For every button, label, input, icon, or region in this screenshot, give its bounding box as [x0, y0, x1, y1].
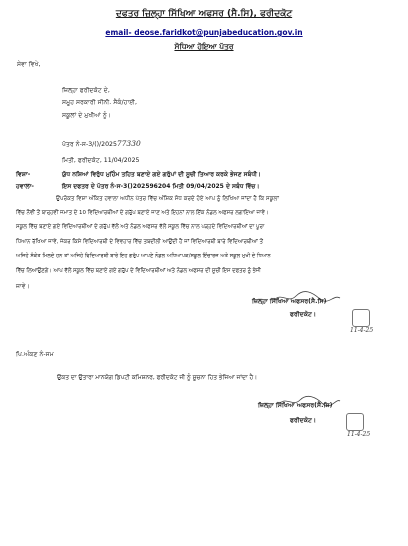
body-line: ਧਿਆਨ ਰੱਖਿਆ ਜਾਵੇ, ਜੇਕਰ ਕਿਸੇ ਵਿਦਿਆਰਥੀ ਦੇ ਵਿਵਹਾਰ ਵਿੱਚ ਤਬਦੀਲੀ ਆਉਂਦੀ ਹੈ ਜਾਂ ਵਿਦਿਆਰਥੀ ਬਾਰੇ ਵਿਦਿਆਰਥੀਆਂ ਤੋਂ: [16, 239, 263, 245]
endorsement-text: ਉਕਤ ਦਾ ਉਤਾਰਾ ਮਾਨਯੋਗ ਡਿਪਟੀ ਕਮਿਸ਼ਨਰ, ਫਰੀਦਕੋਟ ਜੀ ਨੂੰ ਸੂਚਨਾ ਹਿਤ ਭੇਜਿਆ ਜਾਂਦਾ ਹੈ।: [57, 375, 258, 381]
body-line: ਵਿੱਚ ਨੌਵੀਂ ਤੋਂ ਬਾਰ੍ਹਵੀਂ ਜਮਾਤ ਦੇ 10 ਵਿਦਿਆਰਥੀਆਂ ਦੇ ਗਰੁੱਪ ਬਣਾਏ ਜਾਣ ਅਤੇ ਇਹਨਾਂ ਨਾਲ ਇੱਕ ਨੋਡਲ ਅਫਸਰ ਲਗਾਇਆ ਜਾਵੇ।: [16, 210, 269, 216]
signature2-handwritten-date: 11-4-25: [347, 431, 371, 438]
subject-label: ਵਿਸ਼ਾ-: [16, 171, 31, 178]
signature2-title: ਜ਼ਿਲ੍ਹਾ ਸਿੱਖਿਆ ਅਫਸਰ(ਸੈ.ਸਿ): [258, 402, 333, 409]
reference-label: ਹਵਾਲਾ-: [16, 183, 34, 190]
signature1-initial-mark: [352, 309, 370, 327]
reference-text: ਇਸ ਦਫਤਰ ਦੇ ਪੱਤਰ ਨੰ-ਸ-3()202596204 ਮਿਤੀ 09/04/2025 ਦੇ ਸਬੰਧ ਵਿੱਚ।: [62, 183, 260, 190]
body-line: ਸਕੂਲ ਵਿੱਚ ਬਣਾਏ ਗਏ ਵਿਦਿਆਰਥੀਆਂ ਦੇ ਗਰੁੱਪ ਵੱਲੋਂ ਅਤੇ ਨੋਡਲ ਅਫਸਰ ਵੱਲੋਂ ਸਕੂਲ ਵਿੱਚ ਨਾਲ ਪੜ੍ਹਦੇ ਵਿਦਿਆਰਥੀਆਂ ਦਾ ਪੂਰਾ: [16, 224, 265, 230]
signature1-title: ਜ਼ਿਲ੍ਹਾ ਸਿੱਖਿਆ ਅਫਸਰ(ਸੈ.ਸਿ): [252, 298, 327, 305]
signature2-initial-mark: [346, 413, 364, 431]
body-line: ਉਪਰੋਕਤ ਵਿਸ਼ਾ ਅੰਕਿਤ ਹਵਾਲਾ ਅਧੀਨ ਪੱਤਰ ਵਿੱਚ ਅੰਸ਼ਿਕ ਸੋਧ ਕਰਦੇ ਹੋਏ ਆਪ ਨੂੰ ਲਿਖਿਆ ਜਾਂਦਾ ਹੈ ਕਿ ਸਕੂਲਾਂ: [56, 196, 279, 202]
signature1-place: ਫਰੀਦਕੋਟ।: [290, 311, 317, 318]
endorsement-number: ਪਿ.ਅੰਕਣ ਨੰ-ਸਮ: [16, 351, 54, 358]
office-title: ਦਫਤਰ ਜ਼ਿਲ੍ਹਾ ਸਿੱਖਿਆ ਅਫਸਰ (ਸੈ.ਸਿ), ਫਰੀਦਕੋਟ: [115, 9, 293, 19]
subject-text: ਯੁੱਧ ਨਸ਼ਿਆਂ ਵਿਰੁੱਧ ਮੁਹਿੰਮ ਤਹਿਤ ਬਣਾਏ ਗਏ ਗਰੁੱਪਾਂ ਦੀ ਸੂਚੀ ਤਿਆਰ ਕਰਕੇ ਭੇਜਣ ਸਬੰਧੀ।: [62, 171, 261, 178]
addressee-line-3: ਸਕੂਲਾਂ ਦੇ ਮੁਖੀਆਂ ਨੂੰ।: [62, 112, 112, 119]
letter-number-handwritten: 77330: [116, 139, 141, 148]
letter-heading: ਸੋਧਿਆ ਹੋਇਆ ਪੱਤਰ: [174, 42, 234, 51]
body-line: ਜਾਵੇ।: [16, 283, 30, 290]
letter-date: ਮਿਤੀ, ਫਰੀਦਕੋਟ, 11/04/2025: [62, 157, 140, 164]
salutation-from: ਸੇਵਾ ਵਿਖੇ,: [17, 61, 41, 68]
office-email[interactable]: email- deose.faridkot@punjabeducation.gov.in: [105, 28, 303, 37]
body-line: ਵਿੱਚ ਲਿਆਉਣਗੇ। ਆਪ ਵੱਲੋਂ ਸਕੂਲ ਵਿੱਚ ਬਣਾਏ ਗਏ ਗਰੁੱਪ ਦੇ ਵਿਦਿਆਰਥੀਆਂ ਅਤੇ ਨੋਡਲ ਅਫਸਰ ਦੀ ਸੂਚੀ ਇਸ ਦਫਤਰ ਨੂੰ ਭੇਜੀ: [16, 268, 261, 274]
addressee-line-2: ਸਮੂਹ ਸਰਕਾਰੀ ਸੀਨੀ. ਸੈਕੰ/ਹਾਈ,: [62, 99, 137, 106]
letter-number: [62, 140, 141, 148]
signature1-handwritten-date: 11-4-25: [350, 327, 374, 334]
addressee-line-1: ਜ਼ਿਲ੍ਹਾ ਫਰੀਦਕੋਟ ਦੇ,: [62, 87, 110, 94]
letter-number-text: ਪੱਤਰ ਨੰ-ਸ-3/()/2025: [62, 141, 117, 148]
body-line: ਅਜਿਹੇ ਸੰਕੇਤ ਮਿਲਦੇ ਹਨ ਤਾਂ ਅਜਿਹੇ ਵਿਦਿਆਰਥੀ ਬਾਰੇ ਇਹ ਗਰੁੱਪ ਆਪਣੇ ਨੋਡਲ ਅਧਿਆਪਕ/ਸਕੂਲ ਇੰਚਾਰਜ ਅਤੇ ਸਕੂਲ ਮੁਖੀ ਦੇ ਧਿਆਨ: [16, 253, 271, 259]
signature2-place: ਫਰੀਦਕੋਟ।: [290, 417, 317, 424]
